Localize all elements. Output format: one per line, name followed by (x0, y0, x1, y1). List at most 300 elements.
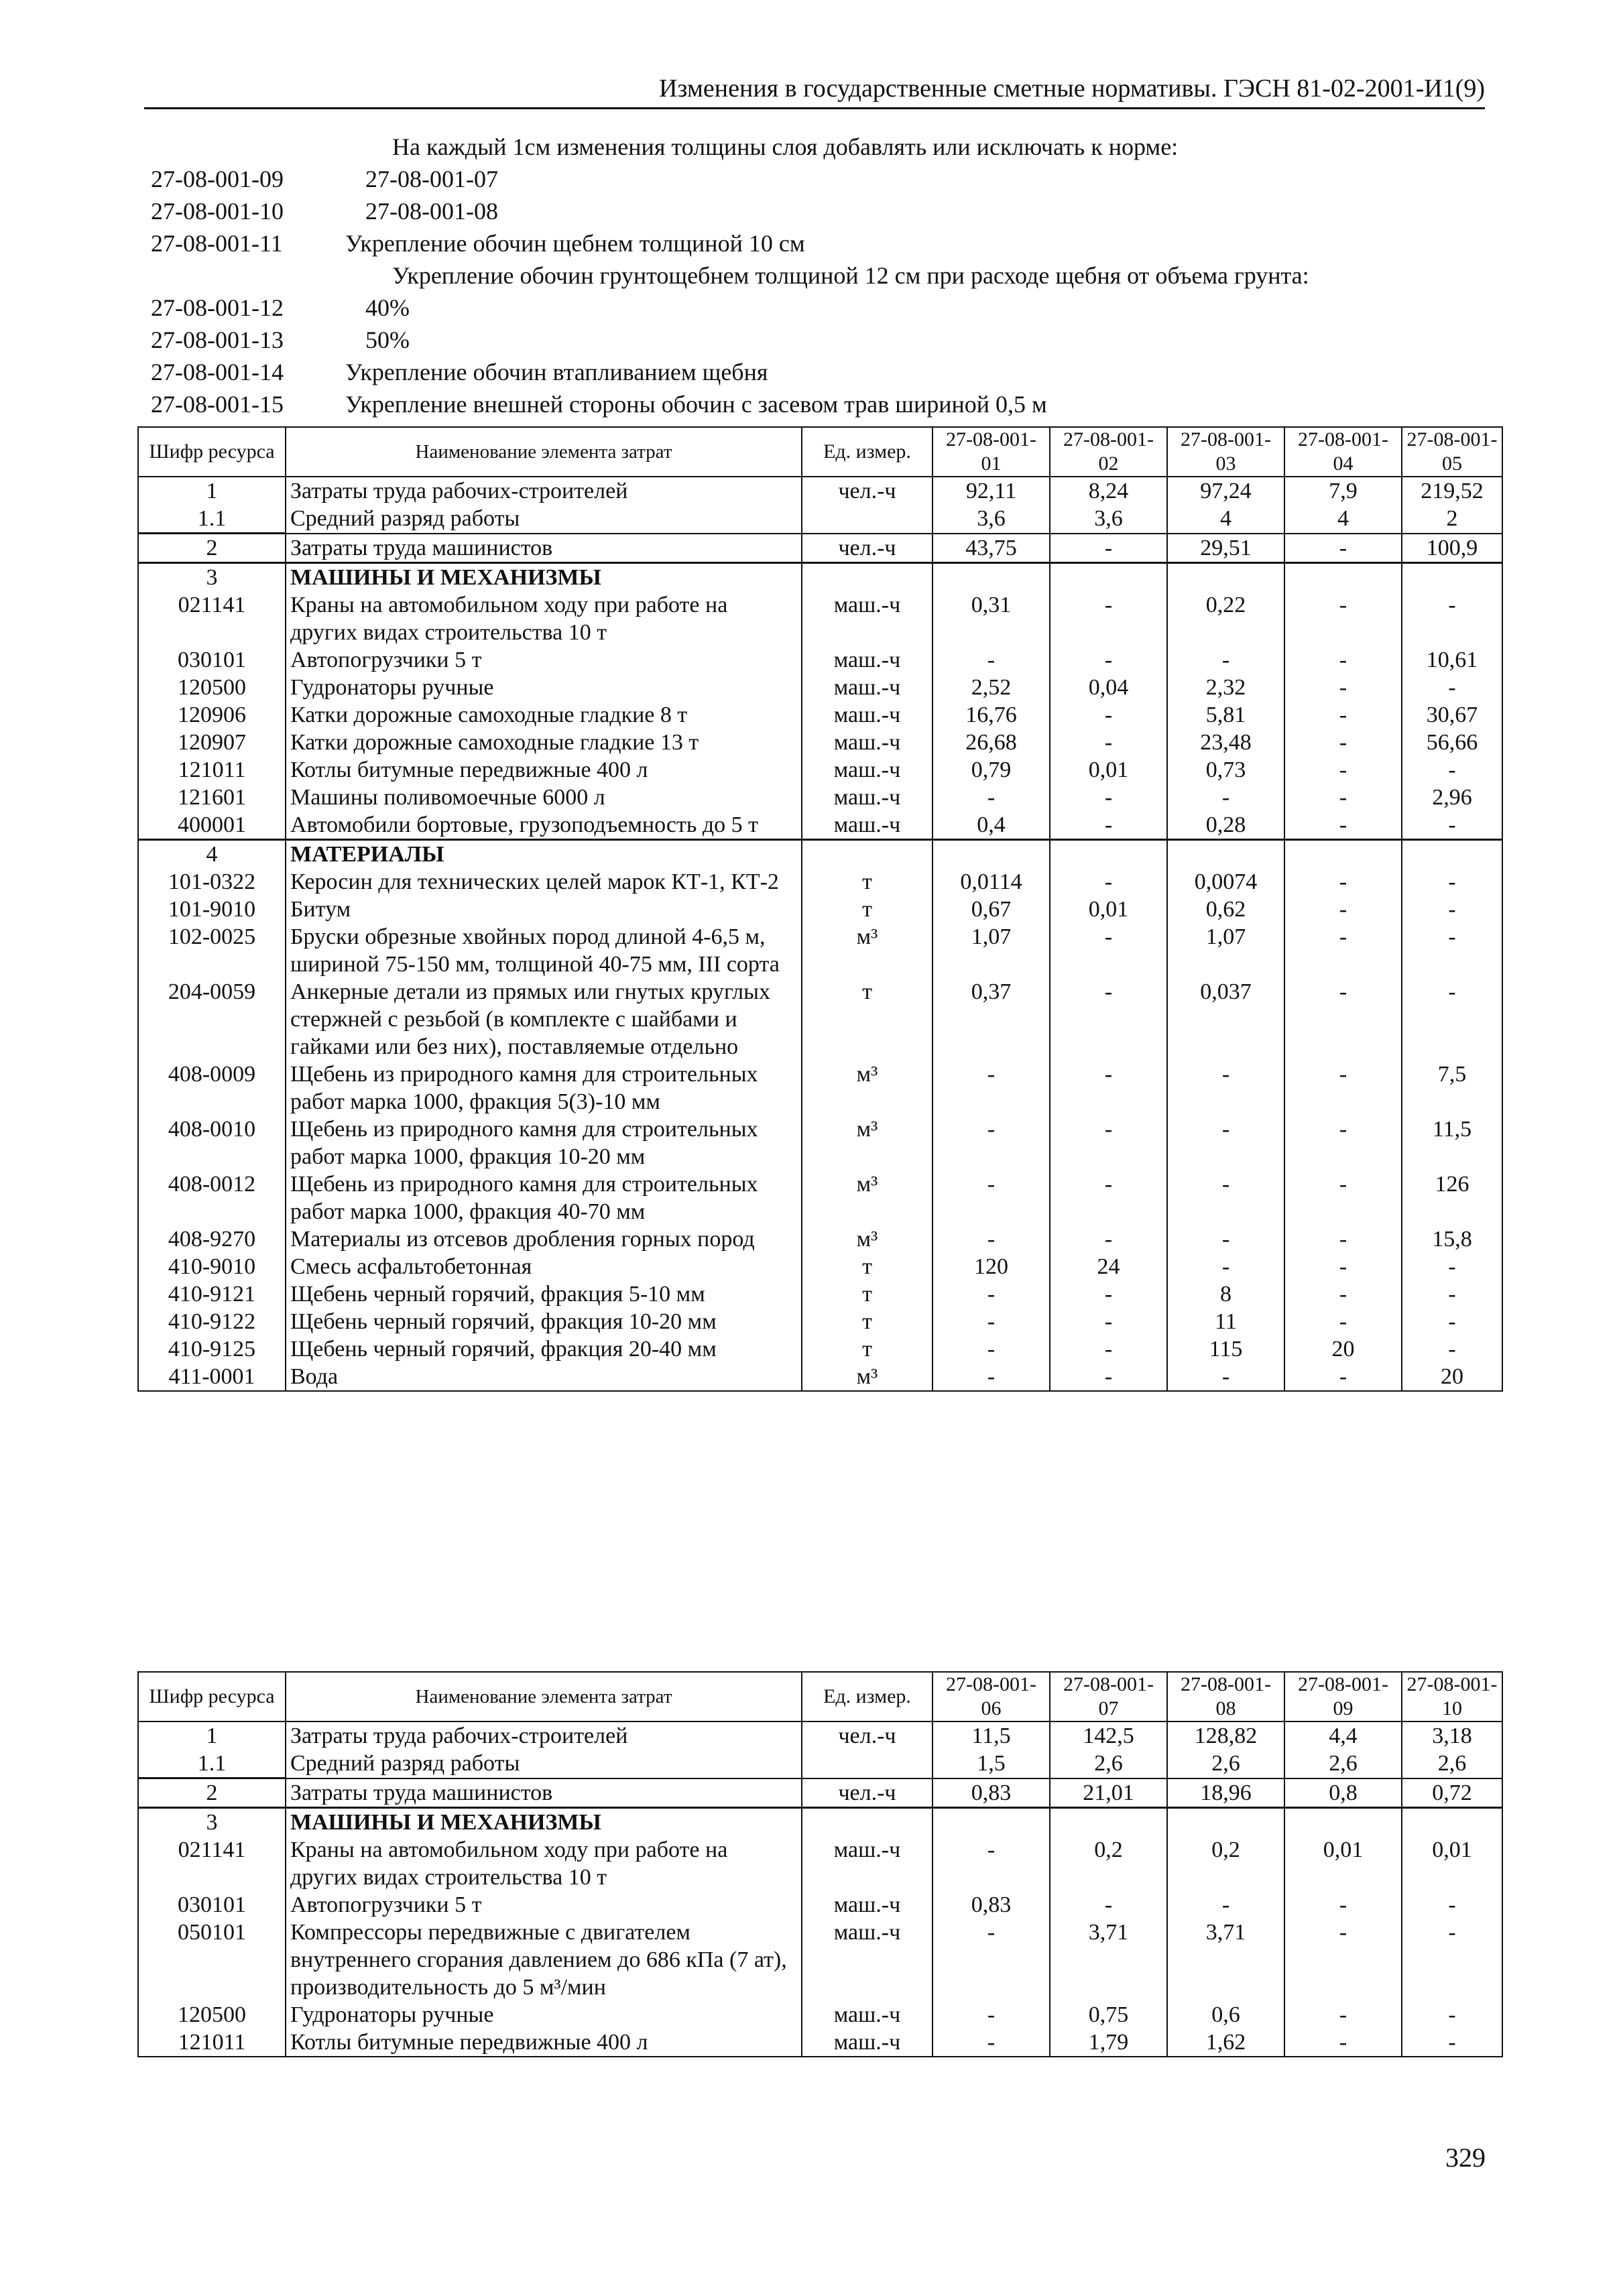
norm-list-item (151, 292, 1485, 324)
norm-description: 40% (365, 294, 410, 321)
table-row (138, 1061, 1502, 1115)
value-cell: - (933, 1170, 1050, 1225)
table-row (138, 1253, 1502, 1280)
value-cell: - (1284, 701, 1402, 729)
unit-cell: маш.-ч (802, 1891, 933, 1919)
resource-code: 1 (138, 1721, 286, 1750)
unit-cell: чел.-ч (802, 477, 933, 505)
value-cell: - (1284, 811, 1402, 840)
resource-code: 030101 (138, 1891, 286, 1919)
value-cell: 18,96 (1167, 1778, 1284, 1808)
unit-cell: чел.-ч (802, 534, 933, 563)
value-cell: - (1284, 1891, 1402, 1919)
value-cell: 126 (1402, 1170, 1502, 1225)
header-col-5: 27-08-001-10 (1402, 1672, 1502, 1721)
value-cell: 0,01 (1402, 1836, 1502, 1891)
resource-code: 120500 (138, 674, 286, 701)
value-cell: - (1167, 1891, 1284, 1919)
value-cell: 0,31 (933, 591, 1050, 646)
resource-code: 102-0025 (138, 923, 286, 978)
value-cell (1167, 563, 1284, 592)
value-cell: - (1402, 811, 1502, 840)
value-cell (1167, 1808, 1284, 1837)
table-row (138, 1170, 1502, 1225)
value-cell: 2,6 (1402, 1750, 1502, 1778)
value-cell: - (1050, 534, 1167, 563)
value-cell: - (1284, 1919, 1402, 2001)
norm-description: 50% (365, 326, 410, 353)
value-cell: 11 (1167, 1308, 1284, 1335)
value-cell: - (1167, 1115, 1284, 1170)
norm-list (151, 131, 1485, 420)
unit-cell: маш.-ч (802, 2029, 933, 2057)
value-cell: - (1284, 756, 1402, 784)
value-cell: - (1167, 1170, 1284, 1225)
value-cell: 219,52 (1402, 477, 1502, 505)
resource-code: 410-9010 (138, 1253, 286, 1280)
unit-cell: м³ (802, 1061, 933, 1115)
table-row (138, 1778, 1502, 1808)
value-cell: - (1050, 868, 1167, 896)
value-cell (933, 840, 1050, 869)
norm-list-item (151, 324, 1485, 356)
resource-name: Щебень из природного камня для строительных работ марка 1000, фракция 5(3)-10 мм (286, 1061, 802, 1115)
value-cell: - (1402, 1335, 1502, 1363)
header-col-4: 27-08-001-09 (1284, 1672, 1402, 1721)
table-row (138, 563, 1502, 592)
value-cell: - (1050, 1225, 1167, 1253)
resource-code: 408-9270 (138, 1225, 286, 1253)
resource-name: Битум (286, 896, 802, 923)
resource-code: 3 (138, 563, 286, 592)
value-cell: 16,76 (933, 701, 1050, 729)
resource-name: Анкерные детали из прямых или гнутых круглых стержней с резьбой (в комплекте с шайбами и гайками или без них), поставляемые отдельно (286, 978, 802, 1061)
value-cell: - (1402, 923, 1502, 978)
resource-name: Катки дорожные самоходные гладкие 8 т (286, 701, 802, 729)
norm-list-item (151, 259, 1485, 292)
value-cell: - (1050, 978, 1167, 1061)
value-cell: 26,68 (933, 729, 1050, 756)
resource-name: Затраты труда рабочих-строителей (286, 477, 802, 505)
resource-name: Щебень черный горячий, фракция 20-40 мм (286, 1335, 802, 1363)
value-cell (1402, 840, 1502, 869)
norm-description: Укрепление обочин втапливанием щебня (345, 359, 768, 385)
resource-code: 101-0322 (138, 868, 286, 896)
header-col-5: 27-08-001-05 (1402, 427, 1502, 477)
value-cell: 0,037 (1167, 978, 1284, 1061)
unit-cell: т (802, 1335, 933, 1363)
resource-name: Керосин для технических целей марок КТ-1, КТ-2 (286, 868, 802, 896)
value-cell: 142,5 (1050, 1721, 1167, 1750)
value-cell: - (1167, 1253, 1284, 1280)
resource-code: 101-9010 (138, 896, 286, 923)
value-cell: 30,67 (1402, 701, 1502, 729)
value-cell: - (933, 1061, 1050, 1115)
norm-code: 27-08-001-11 (151, 230, 283, 257)
header-code: Шифр ресурса (138, 427, 286, 477)
value-cell (1050, 1808, 1167, 1837)
value-cell: 0,01 (1284, 1836, 1402, 1891)
value-cell: - (1167, 646, 1284, 674)
value-cell (1167, 840, 1284, 869)
value-cell: 11,5 (933, 1721, 1050, 1750)
unit-cell (802, 505, 933, 534)
value-cell: 8 (1167, 1280, 1284, 1308)
value-cell (1050, 563, 1167, 592)
value-cell: - (933, 2001, 1050, 2029)
value-cell: - (1284, 896, 1402, 923)
resource-name: Компрессоры передвижные с двигателем внутреннего сгорания давлением до 686 кПа (7 ат), производительность до 5 м³/мин (286, 1919, 802, 2001)
value-cell: 29,51 (1167, 534, 1284, 563)
value-cell: 2,6 (1167, 1750, 1284, 1778)
value-cell: - (1284, 1225, 1402, 1253)
value-cell: - (1284, 674, 1402, 701)
value-cell: 10,61 (1402, 646, 1502, 674)
resource-code: 400001 (138, 811, 286, 840)
value-cell: 20 (1402, 1363, 1502, 1391)
value-cell: - (1050, 1280, 1167, 1308)
value-cell: - (1284, 1253, 1402, 1280)
resource-name: Материалы из отсевов дробления горных пород (286, 1225, 802, 1253)
value-cell: 11,5 (1402, 1115, 1502, 1170)
value-cell: - (1284, 646, 1402, 674)
norm-list-item (151, 388, 1485, 420)
resource-code: 120906 (138, 701, 286, 729)
resource-name: Гудронаторы ручные (286, 2001, 802, 2029)
value-cell: - (933, 2029, 1050, 2057)
value-cell: - (1284, 1061, 1402, 1115)
unit-cell: маш.-ч (802, 1919, 933, 2001)
unit-cell: чел.-ч (802, 1778, 933, 1808)
value-cell: - (1284, 1115, 1402, 1170)
resource-name: Автомобили бортовые, грузоподъемность до 5 т (286, 811, 802, 840)
value-cell: 0,28 (1167, 811, 1284, 840)
norm-code: 27-08-001-10 (151, 198, 284, 225)
resource-code: 030101 (138, 646, 286, 674)
value-cell: - (933, 1280, 1050, 1308)
value-cell: 3,6 (933, 505, 1050, 534)
value-cell: - (1402, 2001, 1502, 2029)
table-row (138, 477, 1502, 505)
value-cell: 0,04 (1050, 674, 1167, 701)
value-cell (933, 563, 1050, 592)
value-cell: 0,75 (1050, 2001, 1167, 2029)
value-cell: 3,71 (1050, 1919, 1167, 2001)
value-cell: - (1050, 729, 1167, 756)
resource-code: 408-0009 (138, 1061, 286, 1115)
value-cell: - (1050, 591, 1167, 646)
resource-code: 120907 (138, 729, 286, 756)
unit-cell: чел.-ч (802, 1721, 933, 1750)
resource-code: 3 (138, 1808, 286, 1837)
unit-cell: маш.-ч (802, 756, 933, 784)
value-cell: 0,01 (1050, 896, 1167, 923)
value-cell: 2,32 (1167, 674, 1284, 701)
value-cell (933, 1808, 1050, 1837)
value-cell: - (1284, 2029, 1402, 2057)
table-row (138, 505, 1502, 534)
value-cell: - (933, 1115, 1050, 1170)
unit-cell (802, 563, 933, 592)
value-cell: 0,2 (1050, 1836, 1167, 1891)
norm-description: Укрепление внешней стороны обочин с засевом трав шириной 0,5 м (345, 391, 1047, 418)
header-col-1: 27-08-001-01 (933, 427, 1050, 477)
value-cell: - (1402, 2029, 1502, 2057)
document-title: Изменения в государственные сметные нормативы. ГЭСН 81-02-2001-И1(9) (658, 74, 1485, 103)
value-cell: 1,62 (1167, 2029, 1284, 2057)
unit-cell: маш.-ч (802, 784, 933, 811)
value-cell: - (1284, 784, 1402, 811)
value-cell: - (1284, 534, 1402, 563)
value-cell: - (1402, 978, 1502, 1061)
resource-code: 121601 (138, 784, 286, 811)
value-cell: 1,07 (933, 923, 1050, 978)
value-cell: - (1050, 811, 1167, 840)
resource-name: Щебень черный горячий, фракция 5-10 мм (286, 1280, 802, 1308)
resource-name: Котлы битумные передвижные 400 л (286, 756, 802, 784)
value-cell: - (933, 784, 1050, 811)
value-cell: - (1284, 923, 1402, 978)
value-cell: - (1050, 1115, 1167, 1170)
unit-cell: м³ (802, 923, 933, 978)
header-name: Наименование элемента затрат (286, 1672, 802, 1721)
resource-code: 1 (138, 477, 286, 505)
table-row (138, 1808, 1502, 1837)
table-row (138, 784, 1502, 811)
resource-code: 4 (138, 840, 286, 869)
value-cell: 0,83 (933, 1778, 1050, 1808)
table-row (138, 646, 1502, 674)
value-cell (1402, 1808, 1502, 1837)
resource-name: Машины поливомоечные 6000 л (286, 784, 802, 811)
table-row (138, 1750, 1502, 1778)
resource-name: Бруски обрезные хвойных пород длиной 4-6,5 м, шириной 75-150 мм, толщиной 40-75 мм, III сорта (286, 923, 802, 978)
section-title: МАШИНЫ И МЕХАНИЗМЫ (286, 563, 802, 592)
section-title: МАТЕРИАЛЫ (286, 840, 802, 869)
value-cell: 20 (1284, 1335, 1402, 1363)
value-cell: 115 (1167, 1335, 1284, 1363)
value-cell: 0,6 (1167, 2001, 1284, 2029)
value-cell: - (1050, 1308, 1167, 1335)
value-cell: 2,6 (1050, 1750, 1167, 1778)
table-row (138, 1891, 1502, 1919)
table-header-row (138, 427, 1502, 477)
table-row (138, 701, 1502, 729)
value-cell: - (1402, 591, 1502, 646)
value-cell: 2,6 (1284, 1750, 1402, 1778)
value-cell: 21,01 (1050, 1778, 1167, 1808)
table-row (138, 811, 1502, 840)
table-row (138, 591, 1502, 646)
value-cell: - (1167, 1225, 1284, 1253)
resource-name: Средний разряд работы (286, 1750, 802, 1778)
table-row (138, 840, 1502, 869)
value-cell: 4,4 (1284, 1721, 1402, 1750)
value-cell: 0,0114 (933, 868, 1050, 896)
resource-code: 2 (138, 1778, 286, 1808)
value-cell: 0,73 (1167, 756, 1284, 784)
value-cell: 1,5 (933, 1750, 1050, 1778)
header-col-1: 27-08-001-06 (933, 1672, 1050, 1721)
header-col-2: 27-08-001-07 (1050, 1672, 1167, 1721)
value-cell: - (1284, 978, 1402, 1061)
norm-code: 27-08-001-09 (151, 166, 284, 192)
value-cell: - (933, 1919, 1050, 2001)
table-row (138, 534, 1502, 563)
resource-code: 1.1 (138, 1750, 286, 1778)
value-cell: - (1402, 1919, 1502, 2001)
table-row (138, 1919, 1502, 2001)
header-unit: Ед. измер. (802, 427, 933, 477)
resource-code: 204-0059 (138, 978, 286, 1061)
table-row (138, 1335, 1502, 1363)
resource-table-1 (137, 426, 1503, 1392)
resource-code: 120500 (138, 2001, 286, 2029)
resource-name: Затраты труда машинистов (286, 1778, 802, 1808)
value-cell: 3,71 (1167, 1919, 1284, 2001)
resource-code: 410-9121 (138, 1280, 286, 1308)
value-cell: 0,22 (1167, 591, 1284, 646)
header-name: Наименование элемента затрат (286, 427, 802, 477)
norm-list-item (151, 131, 1485, 163)
unit-cell: м³ (802, 1115, 933, 1170)
value-cell: 56,66 (1402, 729, 1502, 756)
header-col-3: 27-08-001-08 (1167, 1672, 1284, 1721)
table-row (138, 1280, 1502, 1308)
value-cell: 0,72 (1402, 1778, 1502, 1808)
unit-cell: т (802, 1280, 933, 1308)
resource-code: 021141 (138, 591, 286, 646)
table-row (138, 1836, 1502, 1891)
value-cell (1284, 840, 1402, 869)
value-cell: 24 (1050, 1253, 1167, 1280)
unit-cell: м³ (802, 1363, 933, 1391)
resource-table-2 (137, 1671, 1503, 2057)
norm-code: 27-08-001-12 (151, 294, 284, 321)
resource-name: Автопогрузчики 5 т (286, 1891, 802, 1919)
value-cell: 0,83 (933, 1891, 1050, 1919)
value-cell: 92,11 (933, 477, 1050, 505)
value-cell: 0,01 (1050, 756, 1167, 784)
norm-code: 27-08-001-13 (151, 326, 284, 353)
value-cell: - (1402, 1253, 1502, 1280)
value-cell: - (933, 1836, 1050, 1891)
value-cell: 0,62 (1167, 896, 1284, 923)
resource-name: Котлы битумные передвижные 400 л (286, 2029, 802, 2057)
resource-name: Затраты труда машинистов (286, 534, 802, 563)
value-cell: - (1167, 1363, 1284, 1391)
value-cell: - (1050, 646, 1167, 674)
norm-list-item (151, 356, 1485, 388)
value-cell: 0,2 (1167, 1836, 1284, 1891)
table-row (138, 978, 1502, 1061)
table-row (138, 756, 1502, 784)
value-cell: 2,96 (1402, 784, 1502, 811)
value-cell: - (1050, 1891, 1167, 1919)
value-cell: 97,24 (1167, 477, 1284, 505)
table-row (138, 1721, 1502, 1750)
value-cell (1284, 563, 1402, 592)
value-cell: - (933, 1308, 1050, 1335)
resource-code: 410-9122 (138, 1308, 286, 1335)
resource-code: 2 (138, 534, 286, 563)
resource-code: 021141 (138, 1836, 286, 1891)
value-cell: - (1402, 896, 1502, 923)
resource-name: Затраты труда рабочих-строителей (286, 1721, 802, 1750)
resource-code: 411-0001 (138, 1363, 286, 1391)
table-row (138, 729, 1502, 756)
resource-name: Щебень из природного камня для строительных работ марка 1000, фракция 40-70 мм (286, 1170, 802, 1225)
value-cell: - (1050, 701, 1167, 729)
resource-code: 408-0012 (138, 1170, 286, 1225)
resource-name: Щебень черный горячий, фракция 10-20 мм (286, 1308, 802, 1335)
table-header-row (138, 1672, 1502, 1721)
value-cell: 0,79 (933, 756, 1050, 784)
unit-cell: т (802, 1253, 933, 1280)
norm-list-item (151, 163, 1485, 195)
unit-cell (802, 1750, 933, 1778)
page-number: 329 (1445, 2142, 1486, 2173)
value-cell: - (933, 1225, 1050, 1253)
value-cell: - (1284, 868, 1402, 896)
value-cell: 0,67 (933, 896, 1050, 923)
resource-code: 121011 (138, 756, 286, 784)
value-cell: - (1402, 756, 1502, 784)
value-cell: - (1167, 1061, 1284, 1115)
value-cell: 0,37 (933, 978, 1050, 1061)
table-row (138, 923, 1502, 978)
value-cell: - (1284, 1170, 1402, 1225)
resource-code: 410-9125 (138, 1335, 286, 1363)
unit-cell: маш.-ч (802, 591, 933, 646)
value-cell: - (1402, 1308, 1502, 1335)
resource-name: Смесь асфальтобетонная (286, 1253, 802, 1280)
table-row (138, 674, 1502, 701)
unit-cell: маш.-ч (802, 1836, 933, 1891)
value-cell: 15,8 (1402, 1225, 1502, 1253)
value-cell: 4 (1284, 505, 1402, 534)
norm-description: На каждый 1см изменения толщины слоя добавлять или исключать к норме: (392, 133, 1179, 160)
value-cell: - (933, 646, 1050, 674)
unit-cell: маш.-ч (802, 811, 933, 840)
value-cell: - (1050, 1335, 1167, 1363)
resource-code: 1.1 (138, 505, 286, 534)
resource-code: 121011 (138, 2029, 286, 2057)
unit-cell: м³ (802, 1225, 933, 1253)
value-cell: - (1050, 923, 1167, 978)
value-cell: - (1284, 729, 1402, 756)
table-row (138, 1363, 1502, 1391)
value-cell: - (1050, 1363, 1167, 1391)
header-col-2: 27-08-001-02 (1050, 427, 1167, 477)
value-cell: - (1402, 1891, 1502, 1919)
resource-name: Гудронаторы ручные (286, 674, 802, 701)
header-col-3: 27-08-001-03 (1167, 427, 1284, 477)
resource-name: Средний разряд работы (286, 505, 802, 534)
value-cell: - (1402, 674, 1502, 701)
value-cell: 2 (1402, 505, 1502, 534)
resource-code: 408-0010 (138, 1115, 286, 1170)
value-cell: 5,81 (1167, 701, 1284, 729)
value-cell: 8,24 (1050, 477, 1167, 505)
norm-description: 27-08-001-07 (365, 166, 498, 192)
unit-cell: м³ (802, 1170, 933, 1225)
value-cell: 4 (1167, 505, 1284, 534)
value-cell: - (1402, 868, 1502, 896)
table-row (138, 1115, 1502, 1170)
value-cell: - (1050, 1170, 1167, 1225)
resource-name: Краны на автомобильном ходу при работе на других видах строительства 10 т (286, 591, 802, 646)
